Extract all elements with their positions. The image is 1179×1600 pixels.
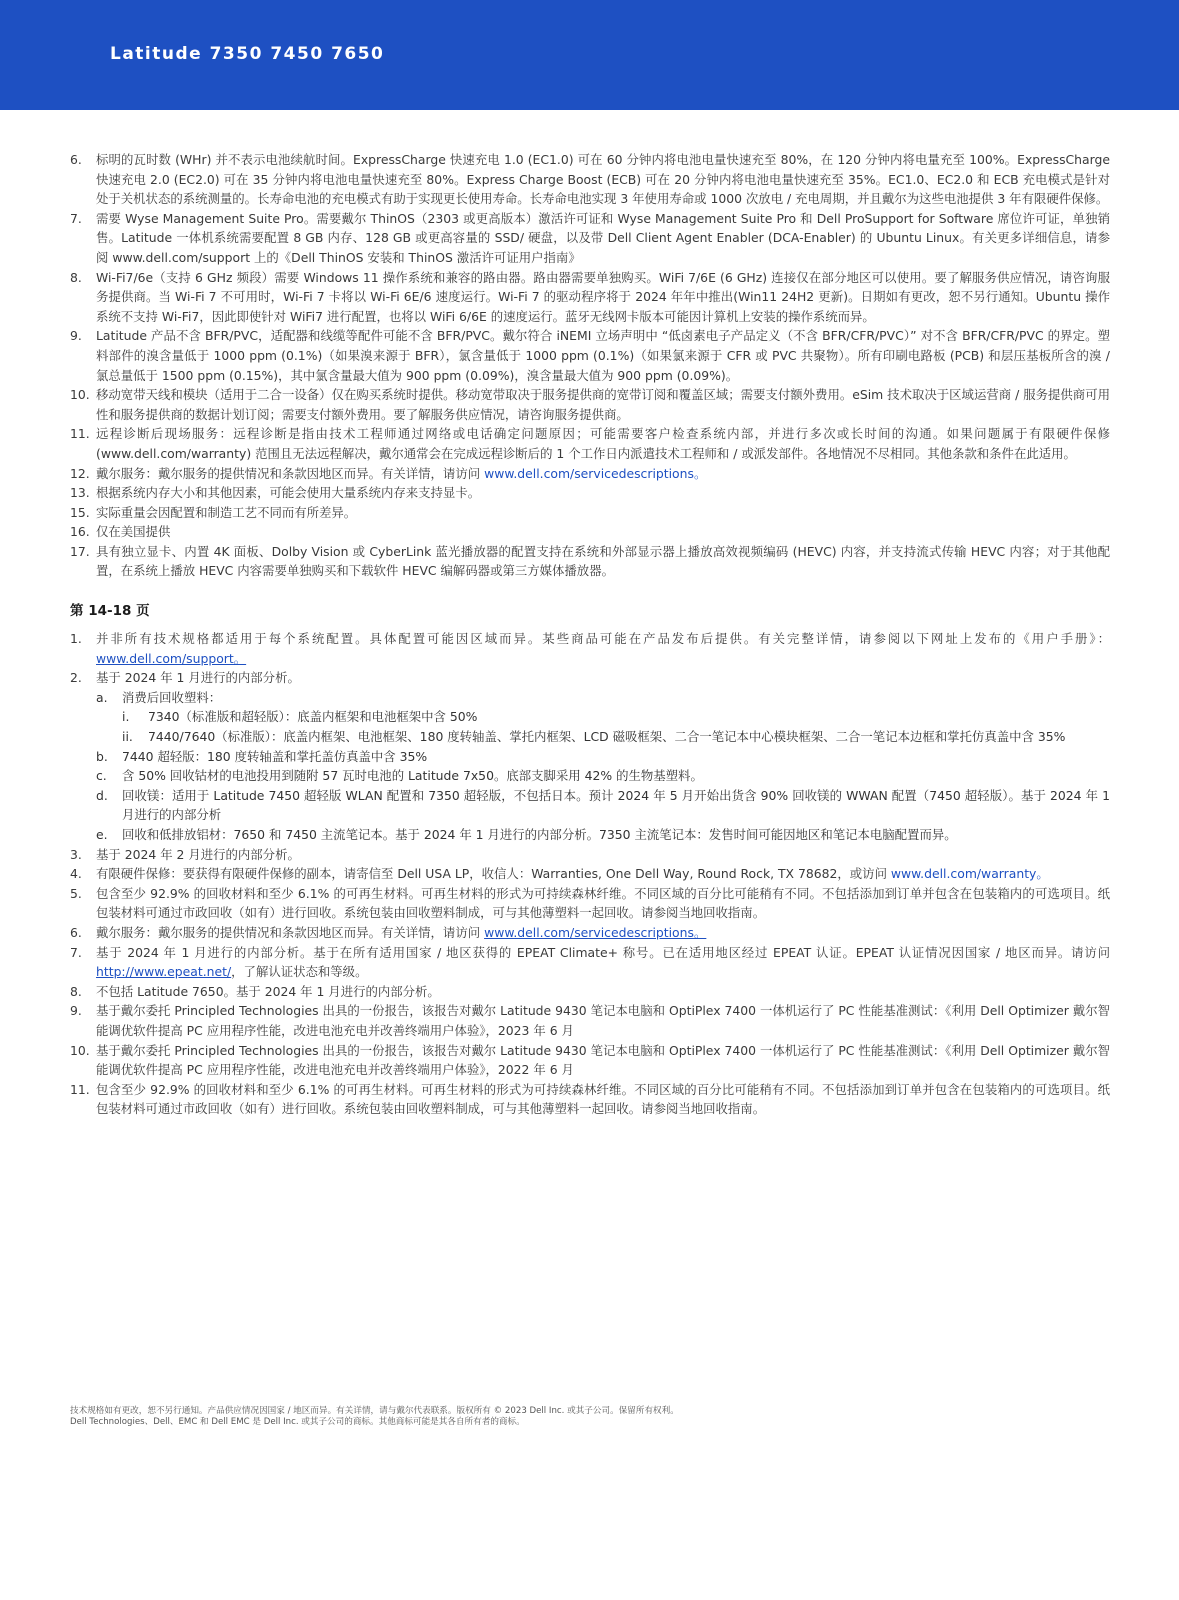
footer-line: 技术规格如有更改，恕不另行通知。产品供应情况因国家 / 地区而异。有关详情，请与戴尔代表联系。版权所有 © 2023 Dell Inc. 或其子公司。保留所有权利。 <box>70 1406 679 1416</box>
list-item: 13. 根据系统内存大小和其他因素，可能会使用大量系统内存来支持显卡。 <box>70 485 481 501</box>
list-item: 10. 移动宽带天线和模块（适用于二合一设备）仅在购买系统时提供。移动宽带取决于服务提供商的宽带订阅和覆盖区域；需要支付额外费用。eSim 技术取决于区域运营商 / 服务提供商可用性和服务提供商的数据计划订阅；需要支付额外费用。要了解服务供应情况，请咨询服务提供商。 <box>70 387 1110 422</box>
support-link[interactable]: www.dell.com/support。 <box>96 650 247 666</box>
sub-item: b. 7440 超轻版：180 度转轴盖和掌托盖仿真盖中含 35% <box>96 748 428 764</box>
list-item: 1. 并非所有技术规格都适用于每个系统配置。具体配置可能因区域而异。某些商品可能在产品发布后提供。有关完整详情，请参阅以下网址上发布的《用户手册》：www.dell.com/support。 <box>70 631 1110 666</box>
list-item: 11. 远程诊断后现场服务：远程诊断是指由技术工程师通过网络或电话确定问题原因；可能需要客户检查系统内部，并进行多次或长时间的沟通。如果问题属于有限硬件保修 (www.dell.com/warranty) 范围且无法远程解决，戴尔通常会在完成远程诊断后的 1 个工作日内派遣技术工程师和 / 或派发部件。各地情况不尽相同。其他条款和条件在此适用。 <box>70 426 1110 461</box>
list-item: 9. Latitude 产品不含 BFR/PVC，适配器和线缆等配件可能不含 BFR/PVC。戴尔符合 iNEMI 立场声明中 “低卤素电子产品定义（不含 BFR/CFR/PVC）” 对不含 BFR/CFR/PVC 的界定。塑料部件的溴含量低于 1000 ppm (0.1%)（如果溴来源于 BFR），氯含量低于 1000 ppm (0.1%)（如果氯来源于 CFR 或 PVC 共聚物）。所有印刷电路板 (PCB) 和层压基板所含的溴 / 氯总量低于 1500 ppm (0.15%)，其中氯含量最大值为 900 ppm (0.09%)，溴含量最大值为 900 ppm (0.09%)。 <box>70 328 1110 383</box>
list-item: 7. 需要 Wyse Management Suite Pro。需要戴尔 ThinOS（2303 或更高版本）激活许可证和 Wyse Management Suite Pro 和 Dell ProSupport for Software 席位许可证，单独销售。Latitude 一体机系统需要配置 8 GB 内存、128 GB 或更高容量的 SSD/ 硬盘，以及带 Dell Client Agent Enabler (DCA-Enabler) 的 Ubuntu Linux。有关更多详细信息，请参阅 www.dell.com/support 上的《Dell ThinOS 安装和 ThinOS 激活许可证用户指南》 <box>70 210 1110 265</box>
sub-item: e. 回收和低排放铝材：7650 和 7450 主流笔记本。基于 2024 年 1 月进行的内部分析。7350 主流笔记本：发售时间可能因地区和笔记本电脑配置而异。 <box>96 827 957 842</box>
sub-item: c. 含 50% 回收钴材的电池投用到随附 57 瓦时电池的 Latitude 7x50。底部支脚采用 42% 的生物基塑料。 <box>96 768 703 784</box>
notes-list-2 <box>70 629 1110 1119</box>
legal-footer <box>70 1406 1110 1428</box>
document-title: Latitude 7350 7450 7650 <box>110 44 385 64</box>
header-banner <box>0 0 1179 110</box>
sub-sub-item: ii. 7440/7640（标准版）：底盖内框架、电池框架、180 度转轴盖、掌托内框架、LCD 磁吸框架、二合一笔记本中心模块框架、二合一笔记本边框和掌托仿真盖中含 35% <box>122 729 1066 745</box>
sub-item: a. 消费后回收塑料： <box>96 689 222 705</box>
list-item: 16. 仅在美国提供 <box>70 524 171 540</box>
epeat-link[interactable]: http://www.epeat.net/ <box>96 964 232 980</box>
footnotes-content <box>70 150 1110 1119</box>
list-item: 9. 基于戴尔委托 Principled Technologies 出具的一份报告，该报告对戴尔 Latitude 9430 笔记本电脑和 OptiPlex 7400 一体机运行了 PC 性能基准测试：《利用 Dell Optimizer 戴尔智能调优软件提高 PC 应用程序性能，改进电池充电并改善终端用户体验》，2023 年 6 月 <box>70 1003 1110 1038</box>
list-item: 10. 基于戴尔委托 Principled Technologies 出具的一份报告，该报告对戴尔 Latitude 9430 笔记本电脑和 OptiPlex 7400 一体机运行了 PC 性能基准测试：《利用 Dell Optimizer 戴尔智能调优软件提高 PC 应用程序性能，改进电池充电并改善终端用户体验》，2022 年 6 月 <box>70 1042 1110 1078</box>
list-item: 11. 包含至少 92.9% 的回收材料和至少 6.1% 的可再生材料。可再生材料的形式为可持续森林纤维。不同区域的百分比可能稍有不同。不包括添加到订单并包含在包装箱内的可选项目。纸包装材料可通过市政回收（如有）进行回收。系统包装由回收塑料制成，可与其他薄塑料一起回收。请参阅当地回收指南。 <box>70 1081 1110 1117</box>
servicedescriptions-link[interactable]: www.dell.com/servicedescriptions。 <box>484 924 707 940</box>
list-item: 15. 实际重量会因配置和制造工艺不同而有所差异。 <box>70 504 357 520</box>
list-item: 5. 包含至少 92.9% 的回收材料和至少 6.1% 的可再生材料。可再生材料的形式为可持续森林纤维。不同区域的百分比可能稍有不同。不包括添加到订单并包含在包装箱内的可选项目。纸包装材料可通过市政回收（如有）进行回收。系统包装由回收塑料制成，可与其他薄塑料一起回收。请参阅当地回收指南。 <box>70 885 1110 921</box>
footer-line: Dell Technologies、Dell、EMC 和 Dell EMC 是 Dell Inc. 或其子公司的商标。其他商标可能是其各自所有者的商标。 <box>70 1417 525 1427</box>
list-item: 4. 有限硬件保修：要获得有限硬件保修的副本，请寄信至 Dell USA LP，收信人：Warranties, One Dell Way, Round Rock, TX 78682，或访问 www.dell.com/warranty。 <box>70 866 1049 882</box>
list-item: 6. 标明的瓦时数 (WHr) 并不表示电池续航时间。ExpressCharge 快速充电 1.0 (EC1.0) 可在 60 分钟内将电池电量快速充至 80%，在 120 分钟内将电量充至 100%。ExpressCharge 快速充电 2.0 (EC2.0) 可在 35 分钟内将电池电量快速充至 80%。Express Charge Boost (ECB) 可在 20 分钟内将电池电量快速充至 35%。EC1.0、EC2.0 和 ECB 充电模式是针对处于关机状态的系统测量的。长寿命电池的充电模式有助于实现更长使用寿命。长寿命电池实现 3 年使用寿命或 1000 次放电 / 充电周期，并且戴尔为这些电池提供 3 年有限硬件保修。 <box>70 152 1110 207</box>
list-item: 6. 戴尔服务：戴尔服务的提供情况和条款因地区而异。有关详情，请访问 www.dell.com/servicedescriptions。 <box>70 924 707 940</box>
sub-item: d. 回收镁：适用于 Latitude 7450 超轻版 WLAN 配置和 7350 超轻版，不包括日本。预计 2024 年 5 月开始出货含 90% 回收镁的 WWAN 配置（7450 超轻版）。基于 2024 年 1 月进行的内部分析 <box>96 787 1110 823</box>
servicedescriptions-link[interactable]: www.dell.com/servicedescriptions。 <box>484 465 707 481</box>
list-item: 3. 基于 2024 年 2 月进行的内部分析。 <box>70 846 300 862</box>
list-item: 17. 具有独立显卡、内置 4K 面板、Dolby Vision 或 CyberLink 蓝光播放器的配置支持在系统和外部显示器上播放高效视频编码 (HEVC) 内容，并支持流式传输 HEVC 内容；对于其他配置，在系统上播放 HEVC 内容需要单独购买和下载软件 HEVC 编解码器或第三方媒体播放器。 <box>70 543 1110 579</box>
list-item: 8. 不包括 Latitude 7650。基于 2024 年 1 月进行的内部分析。 <box>70 983 440 999</box>
section-title: 第 14-18 页 <box>70 603 150 620</box>
list-item: 12. 戴尔服务：戴尔服务的提供情况和条款因地区而异。有关详情，请访问 www.dell.com/servicedescriptions。 <box>70 465 707 481</box>
notes-list-1 <box>70 150 1110 581</box>
list-item: 7. 基于 2024 年 1 月进行的内部分析。基于在所有适用国家 / 地区获得的 EPEAT Climate+ 称号。已在适用地区经过 EPEAT 认证。EPEAT 认证情况因国家 / 地区而异。请访问 http://www.epeat.net/，了解认证状态和等级。 <box>70 944 1110 980</box>
warranty-link[interactable]: www.dell.com/warranty。 <box>890 866 1049 882</box>
sub-sub-item: i. 7340（标准版和超轻版）：底盖内框架和电池框架中含 50% <box>122 709 478 725</box>
list-item: 2. 基于 2024 年 1 月进行的内部分析。 <box>70 670 300 686</box>
list-item: 8. Wi-Fi7/6e（支持 6 GHz 频段）需要 Windows 11 操作系统和兼容的路由器。路由器需要单独购买。WiFi 7/6E (6 GHz) 连接仅在部分地区可以使用。要了解服务供应情况，请咨询服务提供商。当 Wi-Fi 7 不可用时，Wi-Fi 7 卡将以 Wi-Fi 6E/6 速度运行。Wi-Fi 7 的驱动程序将于 2024 年年中推出(Win11 24H2 更新)。日期如有更改，恕不另行通知。Ubuntu 操作系统不支持 Wi-Fi7，因此即使针对 WiFi7 进行配置，也将以 WiFi 6/6E 的速度运行。蓝牙无线网卡版本可能因计算机上安装的操作系统而异。 <box>70 269 1110 324</box>
